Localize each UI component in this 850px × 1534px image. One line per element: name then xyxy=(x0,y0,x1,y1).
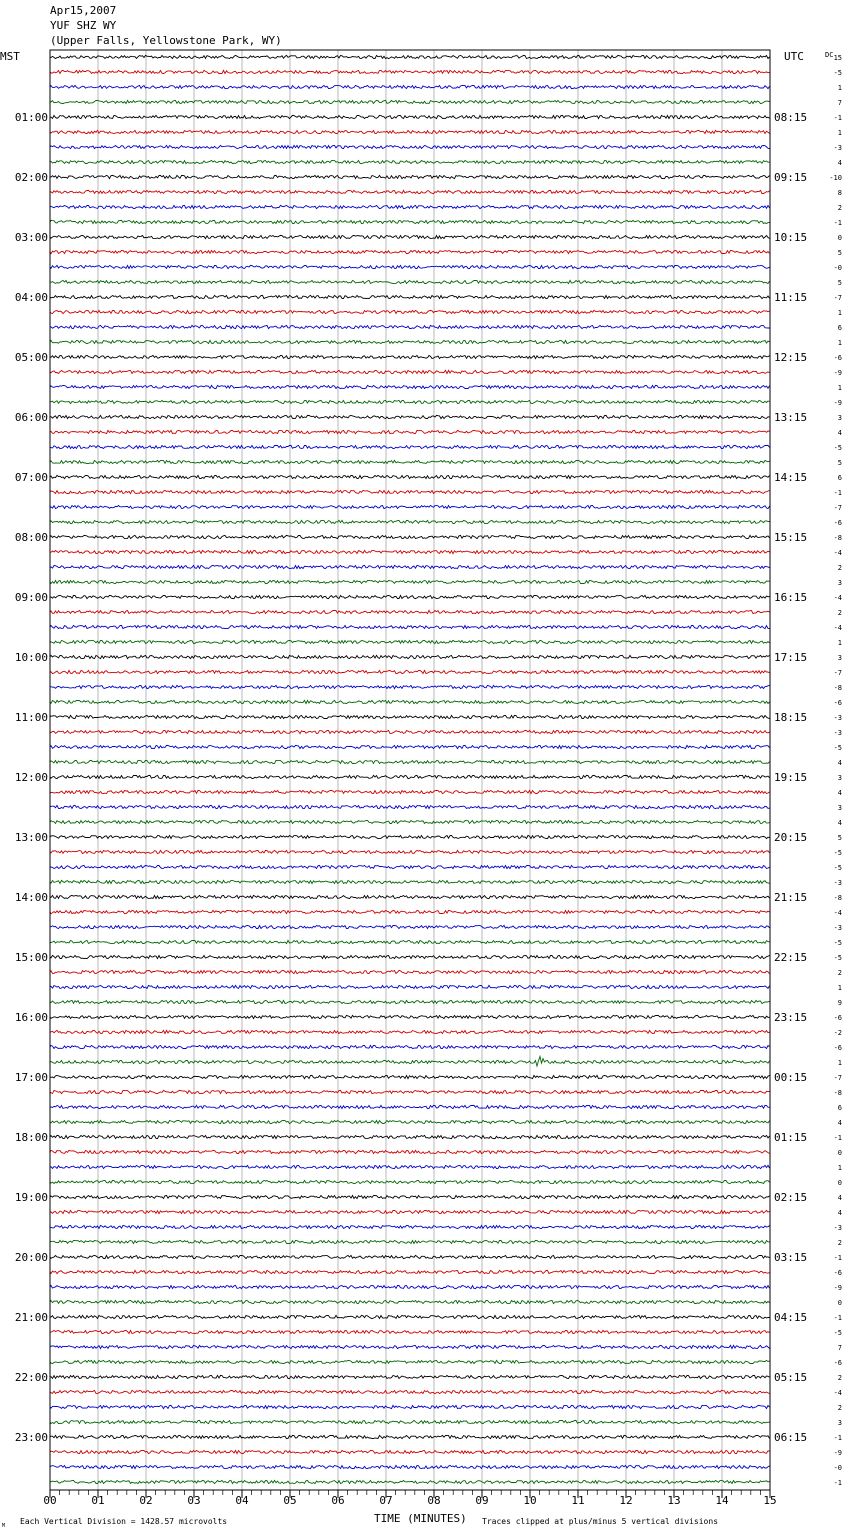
dc-offset-label: 1 xyxy=(837,339,842,347)
trace-row-55 xyxy=(50,880,770,883)
x-tick-label: 14 xyxy=(715,1494,729,1507)
dc-offset-label: 0 xyxy=(837,1299,842,1307)
dc-offset-label: -1 xyxy=(833,219,842,227)
dc-offset-label: 0 xyxy=(837,1179,842,1187)
trace-row-93 xyxy=(50,1450,770,1453)
station-code: YUF SHZ WY xyxy=(50,19,117,32)
right-hour-label: 05:15 xyxy=(774,1371,808,1384)
dc-offset-label: -4 xyxy=(833,624,842,632)
trace-row-18 xyxy=(50,325,770,328)
dc-offset-label: 1 xyxy=(837,984,842,992)
dc-offset-label: 4 xyxy=(837,759,842,767)
trace-row-35 xyxy=(50,580,770,583)
trace-row-32 xyxy=(50,535,770,538)
dc-offset-label: -3 xyxy=(833,1224,842,1232)
x-tick-label: 04 xyxy=(235,1494,249,1507)
x-tick-label: 06 xyxy=(331,1494,345,1507)
x-axis-title: TIME (MINUTES) xyxy=(374,1512,467,1525)
right-hour-label: 08:15 xyxy=(774,111,808,124)
trace-row-94 xyxy=(50,1465,770,1468)
dc-offset-label: 1 xyxy=(837,384,842,392)
dc-offset-label: -3 xyxy=(833,729,842,737)
x-tick-label: 01 xyxy=(91,1494,105,1507)
dc-offset-label: -8 xyxy=(833,534,842,542)
right-hour-label: 16:15 xyxy=(774,591,808,604)
x-tick-label: 00 xyxy=(43,1494,57,1507)
trace-row-39 xyxy=(50,640,770,643)
left-hour-label: 15:00 xyxy=(14,951,48,964)
dc-offset-label: -6 xyxy=(833,1359,842,1367)
corner-mark: M xyxy=(2,1523,6,1529)
trace-row-3 xyxy=(50,100,770,103)
trace-row-19 xyxy=(50,340,770,343)
dc-offset-label: 4 xyxy=(837,159,842,167)
dc-offset-label: 4 xyxy=(837,1119,842,1127)
right-hour-label: 15:15 xyxy=(774,531,808,544)
trace-row-48 xyxy=(50,775,770,778)
trace-row-62 xyxy=(50,985,770,988)
left-hour-label: 07:00 xyxy=(14,471,48,484)
trace-row-84 xyxy=(50,1315,770,1318)
dc-offset-label: 4 xyxy=(837,429,842,437)
dc-offset-label: 3 xyxy=(837,1419,842,1427)
right-hour-label: 18:15 xyxy=(774,711,808,724)
trace-row-42 xyxy=(50,685,770,688)
trace-row-80 xyxy=(50,1255,770,1258)
dc-offset-label: 0 xyxy=(837,234,842,242)
dc-offset-label: -8 xyxy=(833,894,842,902)
trace-row-49 xyxy=(50,790,770,793)
trace-row-52 xyxy=(50,835,770,838)
right-hour-label: 09:15 xyxy=(774,171,808,184)
left-timezone-label: MST xyxy=(0,50,20,63)
trace-row-8 xyxy=(50,175,770,178)
dc-offset-label: 5 xyxy=(837,834,842,842)
trace-row-10 xyxy=(50,205,770,208)
dc-offset-label: 8 xyxy=(837,189,842,197)
trace-row-29 xyxy=(50,490,770,493)
trace-row-65 xyxy=(50,1030,770,1033)
dc-offset-label: -5 xyxy=(833,939,842,947)
dc-offset-label: -1 xyxy=(833,1314,842,1322)
dc-offset-label: 2 xyxy=(837,1374,842,1382)
x-tick-label: 13 xyxy=(667,1494,681,1507)
left-hour-label: 17:00 xyxy=(14,1071,48,1084)
right-hour-label: 22:15 xyxy=(774,951,808,964)
right-hour-label: 17:15 xyxy=(774,651,808,664)
x-tick-label: 09 xyxy=(475,1494,489,1507)
left-hour-label: 02:00 xyxy=(14,171,48,184)
trace-row-58 xyxy=(50,925,770,928)
trace-row-60 xyxy=(50,955,770,958)
trace-row-22 xyxy=(50,385,770,388)
trace-row-78 xyxy=(50,1225,770,1228)
left-hour-label: 16:00 xyxy=(14,1011,48,1024)
dc-offset-label: -6 xyxy=(833,354,842,362)
x-tick-label: 05 xyxy=(283,1494,297,1507)
trace-row-71 xyxy=(50,1120,770,1123)
trace-row-28 xyxy=(50,475,770,478)
dc-offset-label: 1 xyxy=(837,84,842,92)
dc-offset-label: 2 xyxy=(837,204,842,212)
x-tick-label: 10 xyxy=(523,1494,537,1507)
dc-offset-label: 2 xyxy=(837,609,842,617)
dc-offset-label: 2 xyxy=(837,1239,842,1247)
x-tick-label: 02 xyxy=(139,1494,153,1507)
right-hour-label: 06:15 xyxy=(774,1431,808,1444)
dc-offset-label: -5 xyxy=(833,1329,842,1337)
dc-offset-label: 3 xyxy=(837,579,842,587)
left-hour-label: 20:00 xyxy=(14,1251,48,1264)
dc-offset-label: 1 xyxy=(837,309,842,317)
dc-offset-label: 5 xyxy=(837,459,842,467)
dc-offset-label: 4 xyxy=(837,1209,842,1217)
right-hour-label: 03:15 xyxy=(774,1251,808,1264)
dc-offset-label: -7 xyxy=(833,1074,842,1082)
left-hour-label: 05:00 xyxy=(14,351,48,364)
dc-offset-label: -7 xyxy=(833,294,842,302)
left-hour-label: 10:00 xyxy=(14,651,48,664)
x-tick-label: 07 xyxy=(379,1494,393,1507)
dc-offset-label: 7 xyxy=(837,1344,842,1352)
left-hour-label: 04:00 xyxy=(14,291,48,304)
left-hour-label: 21:00 xyxy=(14,1311,48,1324)
dc-offset-label: -9 xyxy=(833,1449,842,1457)
trace-row-34 xyxy=(50,565,770,568)
dc-offset-label: 6 xyxy=(837,474,842,482)
trace-row-56 xyxy=(50,895,770,898)
dc-offset-label: -5 xyxy=(833,444,842,452)
dc-offset-label: -1 xyxy=(833,1134,842,1142)
dc-offset-label: 9 xyxy=(837,999,842,1007)
right-hour-label: 01:15 xyxy=(774,1131,808,1144)
trace-row-2 xyxy=(50,85,770,88)
dc-offset-label: -6 xyxy=(833,1044,842,1052)
trace-row-36 xyxy=(50,595,770,598)
left-hour-label: 18:00 xyxy=(14,1131,48,1144)
clip-note: Traces clipped at plus/minus 5 vertical divisions xyxy=(482,1517,719,1526)
trace-row-61 xyxy=(50,970,770,973)
dc-offset-label: 6 xyxy=(837,1104,842,1112)
right-hour-label: 12:15 xyxy=(774,351,808,364)
left-hour-label: 11:00 xyxy=(14,711,48,724)
trace-row-86 xyxy=(50,1345,770,1348)
trace-row-24 xyxy=(50,415,770,418)
right-hour-label: 23:15 xyxy=(774,1011,808,1024)
trace-row-90 xyxy=(50,1405,770,1408)
dc-offset-label: -9 xyxy=(833,399,842,407)
dc-offset-label: 2 xyxy=(837,1404,842,1412)
dc-offset-label: -4 xyxy=(833,909,842,917)
trace-row-68 xyxy=(50,1075,770,1078)
right-hour-label: 20:15 xyxy=(774,831,808,844)
trace-row-67 xyxy=(50,1056,770,1066)
right-hour-label: 19:15 xyxy=(774,771,808,784)
dc-offset-label: -4 xyxy=(833,594,842,602)
dc-offset-label: -5 xyxy=(833,69,842,77)
left-hour-label: 09:00 xyxy=(14,591,48,604)
trace-row-89 xyxy=(50,1390,770,1393)
dc-offset-label: 2 xyxy=(837,969,842,977)
trace-row-14 xyxy=(50,265,770,268)
x-tick-label: 12 xyxy=(619,1494,633,1507)
dc-offset-label: -0 xyxy=(833,264,842,272)
trace-row-83 xyxy=(50,1300,770,1303)
trace-row-92 xyxy=(50,1435,770,1438)
dc-offset-label: -10 xyxy=(829,174,842,182)
trace-row-16 xyxy=(50,295,770,298)
trace-row-47 xyxy=(50,760,770,763)
right-hour-label: 04:15 xyxy=(774,1311,808,1324)
trace-row-30 xyxy=(50,505,770,508)
trace-row-66 xyxy=(50,1045,770,1048)
dc-offset-label: 3 xyxy=(837,774,842,782)
trace-row-25 xyxy=(50,430,770,433)
dc-offset-label: -6 xyxy=(833,1269,842,1277)
dc-offset-label: 5 xyxy=(837,279,842,287)
trace-row-45 xyxy=(50,730,770,733)
left-hour-label: 08:00 xyxy=(14,531,48,544)
left-hour-label: 14:00 xyxy=(14,891,48,904)
trace-row-7 xyxy=(50,160,770,163)
trace-row-46 xyxy=(50,745,770,748)
right-hour-label: 21:15 xyxy=(774,891,808,904)
right-hour-label: 13:15 xyxy=(774,411,808,424)
trace-row-88 xyxy=(50,1375,770,1378)
trace-row-85 xyxy=(50,1330,770,1333)
trace-row-59 xyxy=(50,940,770,943)
trace-row-51 xyxy=(50,820,770,823)
trace-row-20 xyxy=(50,355,770,358)
dc-offset-label: 3 xyxy=(837,414,842,422)
trace-row-41 xyxy=(50,670,770,673)
dc-offset-label: 1 xyxy=(837,1164,842,1172)
dc-offset-label: -1 xyxy=(833,1479,842,1487)
dc-offset-label: 15 xyxy=(833,54,842,62)
trace-row-31 xyxy=(50,520,770,523)
label-group xyxy=(15,54,842,1507)
dc-offset-label: 4 xyxy=(837,1194,842,1202)
dc-offset-label: 1 xyxy=(837,1059,842,1067)
dc-offset-label: -4 xyxy=(833,549,842,557)
dc-offset-label: 0 xyxy=(837,1149,842,1157)
dc-offset-label: -0 xyxy=(833,1464,842,1472)
x-tick-label: 11 xyxy=(571,1494,585,1507)
dc-offset-label: 3 xyxy=(837,654,842,662)
left-hour-label: 03:00 xyxy=(14,231,48,244)
dc-offset-label: -9 xyxy=(833,1284,842,1292)
trace-row-75 xyxy=(50,1180,770,1183)
trace-row-5 xyxy=(50,130,770,133)
dc-offset-label: -3 xyxy=(833,879,842,887)
trace-row-9 xyxy=(50,190,770,193)
dc-offset-label: -7 xyxy=(833,504,842,512)
trace-row-73 xyxy=(50,1150,770,1153)
dc-offset-label: -1 xyxy=(833,114,842,122)
trace-row-43 xyxy=(50,700,770,703)
x-tick-label: 03 xyxy=(187,1494,201,1507)
trace-row-40 xyxy=(50,655,770,658)
trace-row-87 xyxy=(50,1360,770,1363)
dc-offset-label: -6 xyxy=(833,1014,842,1022)
trace-row-11 xyxy=(50,220,770,223)
trace-row-37 xyxy=(50,610,770,613)
trace-row-64 xyxy=(50,1015,770,1018)
trace-row-38 xyxy=(50,625,770,628)
right-hour-label: 11:15 xyxy=(774,291,808,304)
scale-note: Each Vertical Division = 1428.57 microvolts xyxy=(20,1517,228,1526)
dc-offset-label: -2 xyxy=(833,1029,842,1037)
trace-row-63 xyxy=(50,1000,770,1003)
dc-offset-label: 6 xyxy=(837,324,842,332)
station-location: (Upper Falls, Yellowstone Park, WY) xyxy=(50,34,282,47)
dc-offset-label: 4 xyxy=(837,819,842,827)
trace-row-95 xyxy=(50,1480,770,1483)
trace-row-79 xyxy=(50,1240,770,1243)
trace-row-74 xyxy=(50,1165,770,1168)
left-hour-label: 13:00 xyxy=(14,831,48,844)
dc-offset-label: -5 xyxy=(833,954,842,962)
dc-offset-label: -6 xyxy=(833,699,842,707)
dc-offset-label: -8 xyxy=(833,684,842,692)
dc-offset-label: -6 xyxy=(833,519,842,527)
dc-offset-label: -7 xyxy=(833,669,842,677)
right-hour-label: 02:15 xyxy=(774,1191,808,1204)
left-hour-label: 23:00 xyxy=(14,1431,48,1444)
trace-row-50 xyxy=(50,805,770,808)
dc-offset-label: -9 xyxy=(833,369,842,377)
trace-row-17 xyxy=(50,310,770,313)
dc-offset-label: -3 xyxy=(833,144,842,152)
x-tick-label: 15 xyxy=(763,1494,777,1507)
dc-offset-label: 1 xyxy=(837,129,842,137)
trace-group xyxy=(50,55,770,1483)
trace-row-76 xyxy=(50,1195,770,1198)
dc-offset-label: 3 xyxy=(837,804,842,812)
trace-row-26 xyxy=(50,445,770,448)
trace-row-77 xyxy=(50,1210,770,1213)
dc-offset-label: -3 xyxy=(833,924,842,932)
x-tick-label: 08 xyxy=(427,1494,441,1507)
right-hour-label: 00:15 xyxy=(774,1071,808,1084)
dc-offset-label: 1 xyxy=(837,639,842,647)
dc-offset-label: 2 xyxy=(837,564,842,572)
dc-offset-label: 4 xyxy=(837,789,842,797)
trace-row-91 xyxy=(50,1420,770,1423)
left-hour-label: 01:00 xyxy=(14,111,48,124)
plot-date: Apr15,2007 xyxy=(50,4,117,17)
trace-row-57 xyxy=(50,910,770,913)
dc-offset-label: 7 xyxy=(837,99,842,107)
trace-row-0 xyxy=(50,55,770,58)
trace-row-54 xyxy=(50,865,770,868)
trace-row-1 xyxy=(50,70,770,73)
trace-row-4 xyxy=(50,115,770,118)
trace-row-23 xyxy=(50,400,770,403)
dc-offset-label: -8 xyxy=(833,1089,842,1097)
left-hour-label: 06:00 xyxy=(14,411,48,424)
trace-row-15 xyxy=(50,280,770,283)
dc-offset-label: -5 xyxy=(833,744,842,752)
trace-row-27 xyxy=(50,460,770,463)
left-hour-label: 12:00 xyxy=(14,771,48,784)
dc-offset-label: -5 xyxy=(833,849,842,857)
trace-row-82 xyxy=(50,1285,770,1288)
right-hour-label: 14:15 xyxy=(774,471,808,484)
dc-offset-label: -1 xyxy=(833,1254,842,1262)
trace-row-13 xyxy=(50,250,770,253)
trace-row-12 xyxy=(50,235,770,238)
trace-row-69 xyxy=(50,1090,770,1093)
dc-offset-label: -5 xyxy=(833,864,842,872)
trace-row-72 xyxy=(50,1135,770,1138)
dc-offset-label: -4 xyxy=(833,1389,842,1397)
left-hour-label: 19:00 xyxy=(14,1191,48,1204)
left-hour-label: 22:00 xyxy=(14,1371,48,1384)
trace-row-44 xyxy=(50,715,770,718)
dc-offset-label: 5 xyxy=(837,249,842,257)
trace-row-6 xyxy=(50,145,770,148)
dc-offset-label: -1 xyxy=(833,1434,842,1442)
trace-row-33 xyxy=(50,550,770,553)
dc-offset-label: -3 xyxy=(833,714,842,722)
trace-row-70 xyxy=(50,1105,770,1108)
trace-row-53 xyxy=(50,850,770,853)
trace-row-81 xyxy=(50,1270,770,1273)
trace-row-21 xyxy=(50,370,770,373)
dc-offset-header: DC xyxy=(825,51,834,59)
dc-offset-label: -1 xyxy=(833,489,842,497)
right-timezone-label: UTC xyxy=(784,50,804,63)
right-hour-label: 10:15 xyxy=(774,231,808,244)
